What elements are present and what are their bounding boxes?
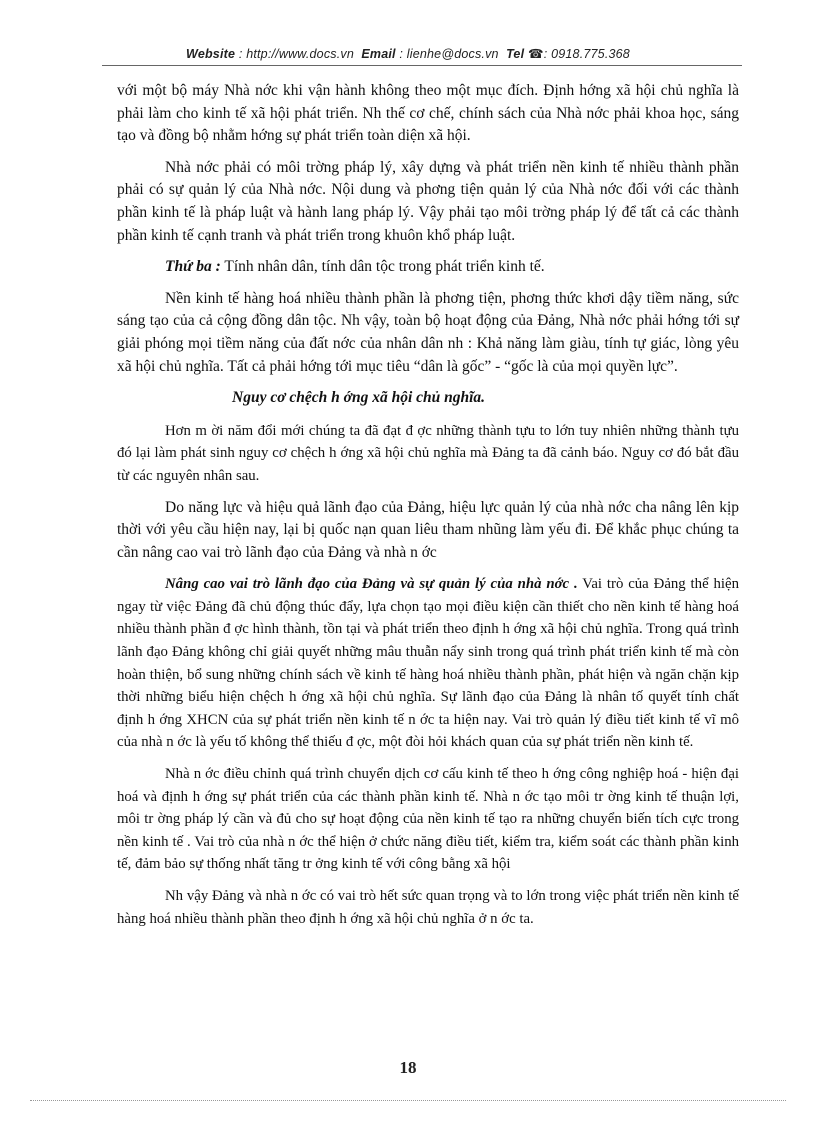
phone-icon: ☎ bbox=[527, 47, 544, 61]
thu-ba-text: Tính nhân dân, tính dân tộc trong phát triển kinh tế. bbox=[220, 258, 545, 276]
header-divider bbox=[102, 65, 742, 66]
email-value: : lienhe@docs.vn bbox=[399, 47, 499, 61]
footer-divider bbox=[30, 1100, 786, 1101]
paragraph-3 bbox=[117, 256, 739, 279]
paragraph-2: Nhà nớc phải có môi trờng pháp lý, xây dựng và phát triển nền kinh tế nhiều thành phần phải có sự quản lý của Nhà nớc. Nội dung và phơng tiện quản lý của Nhà nớc đối với các thành phần kinh tế là pháp luật và hành lang pháp lý. Vậy phải tạo môi trờng pháp lý để tất cả các thành phần kinh tế cạnh tranh và phát triển trong khuôn khổ pháp luật. bbox=[117, 158, 739, 244]
tel-value: : 0918.775.368 bbox=[543, 47, 630, 61]
paragraph-7 bbox=[117, 573, 739, 754]
paragraph-9: Nh vậy Đảng và nhà n ớc có vai trò hết sức quan trọng và to lớn trong việc phát triển nền kinh tế hàng hoá nhiều thành phần theo định h ớng xã hội chủ nghĩa ở n ớc ta. bbox=[117, 888, 739, 927]
paragraph-4: Nền kinh tế hàng hoá nhiều thành phần là phơng tiện, phơng thức khơi dậy tiềm năng, sức sáng tạo của cả cộng đồng dân tộc. Nh vậy, toàn bộ hoạt động của Đảng, Nhà nớc phải hớng tới sự giải phóng mọi tiềm năng của đất nớc của nhân dân nh : Khả năng làm giàu, tính tự giác, lòng yêu xã hội chủ nghĩa. Tất cả phải hớng tới mục tiêu “dân là gốc” - “gốc là của mọi quyền lực”. bbox=[117, 289, 739, 375]
document-body bbox=[117, 80, 739, 939]
email-label: Email bbox=[361, 47, 396, 61]
page-header bbox=[0, 46, 816, 61]
paragraph-7-lead: Nâng cao vai trò lãnh đạo của Đảng và sự quản lý của nhà nớc . bbox=[165, 576, 578, 593]
page-number: 18 bbox=[399, 1058, 417, 1077]
paragraph-5: Hơn m ời năm đổi mới chúng ta đã đạt đ ợc những thành tựu to lớn tuy nhiên những thành tựu đó lại làm phát sinh nguy cơ chệch h ớng xã hội chủ nghĩa mà Đảng ta đã cảnh báo. Nguy cơ đó bắt đầu từ các nguyên nhân sau. bbox=[117, 422, 739, 484]
paragraph-6: Do năng lực và hiệu quả lãnh đạo của Đảng, hiệu lực quản lý của nhà nớc cha nâng lên kịp thời với yêu cầu hiện nay, lại bị quốc nạn quan liêu tham nhũng làm yếu đi. Để khắc phục chúng ta cần nâng cao vai trò lãnh đạo của Đảng và nhà n ớc bbox=[117, 498, 739, 561]
paragraph-8: Nhà n ớc điều chỉnh quá trình chuyển dịch cơ cấu kinh tế theo h ớng công nghiệp hoá - hiện đại hoá và định h ớng sự phát triển của các thành phần kinh tế. Nhà n ớc tạo môi tr ờng kinh tế thuận lợi, môi tr ờng pháp lý cần và đủ cho sự hoạt động của nền kinh tế tạo ra những chuyển biến tích cực trong nền kinh tế . Vai trò của nhà n ớc thể hiện ở chức năng điều tiết, kiểm tra, kiểm soát các thành phần kinh tế, đảm bảo sự thống nhất tăng tr ởng kinh tế với công bằng xã hội bbox=[117, 766, 739, 873]
thu-ba-label: Thứ ba : bbox=[165, 258, 221, 276]
paragraph-1: với một bộ máy Nhà nớc khi vận hành không theo một mục đích. Định hớng xã hội chủ nghĩa là phải làm cho kinh tế xã hội phát triển. Nh thế cơ chế, chính sách của Nhà nớc phải khoa học, sáng tạo và đồng bộ nhằm hớng sự phát triển toàn diện xã hội. bbox=[117, 82, 739, 145]
website-value: : http://www.docs.vn bbox=[238, 47, 355, 61]
section-heading: Nguy cơ chệch h ớng xã hội chủ nghĩa. bbox=[232, 389, 486, 407]
paragraph-7-text: Vai trò của Đảng thể hiện ngay từ việc Đảng đã chủ động thúc đẩy, lựa chọn tạo mọi điều kiện cần thiết cho nền kinh tế hàng hoá nhiều thành phần đ ợc hình thành, tồn tại và phát triển theo định h ớng xã hội chủ nghĩa. Trong quá trình lãnh đạo Đảng không chỉ giải quyết những mâu thuẫn nẩy sinh trong quá trình phát triển kinh tế mà còn hoàn thiện, bổ sung những chính sách về kinh tế hàng hoá nhiều thành phần, phát hiện và ngăn chặn kịp thời những biểu hiện chệch h ớng xã hội chủ nghĩa. Sự lãnh đạo của Đảng là nhân tố quyết tính chất định h ớng XHCN của sự phát triển nền kinh tế n ớc ta hiện nay. Vai trò quản lý điều tiết kinh tế vĩ mô của nhà n ớc là yếu tố không thể thiếu đ ợc, một đòi hỏi khách quan của sự phát triển nền kinh tế. bbox=[117, 576, 739, 751]
website-label: Website bbox=[186, 47, 236, 61]
tel-label: Tel bbox=[506, 47, 525, 61]
